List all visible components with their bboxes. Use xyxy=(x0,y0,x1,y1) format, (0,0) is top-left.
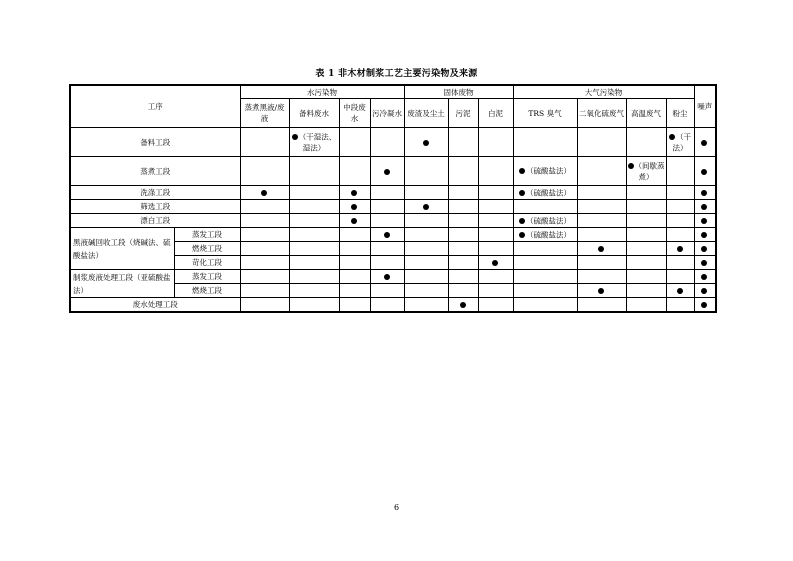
cell xyxy=(339,256,370,270)
cell xyxy=(478,298,513,313)
cell xyxy=(370,270,404,284)
cell xyxy=(577,242,626,256)
col-header: 高温废气 xyxy=(626,99,666,128)
cell xyxy=(448,186,478,200)
bullet-icon xyxy=(701,260,707,266)
cell xyxy=(448,256,478,270)
cell xyxy=(577,200,626,214)
cell xyxy=(240,214,289,228)
cell xyxy=(370,256,404,270)
cell xyxy=(577,256,626,270)
cell xyxy=(448,228,478,242)
bullet-icon xyxy=(519,168,525,174)
cell xyxy=(404,242,448,256)
cell xyxy=(339,157,370,186)
sub-row-label: 苛化工段 xyxy=(174,256,240,270)
cell xyxy=(694,157,716,186)
cell xyxy=(694,186,716,200)
cell xyxy=(513,298,577,313)
cell xyxy=(289,270,339,284)
cell xyxy=(478,214,513,228)
bullet-icon xyxy=(351,190,357,196)
cell xyxy=(448,284,478,298)
cell xyxy=(513,200,577,214)
cell-note: （硫酸盐法） xyxy=(526,230,571,240)
cell xyxy=(694,228,716,242)
cell xyxy=(577,186,626,200)
cell xyxy=(448,200,478,214)
cell xyxy=(289,214,339,228)
col-header: 污泥 xyxy=(448,99,478,128)
group-label: 制浆废液处理工段（亚硫酸盐法） xyxy=(70,270,174,298)
cell xyxy=(577,157,626,186)
cell xyxy=(513,228,577,242)
cell xyxy=(448,157,478,186)
bullet-icon xyxy=(669,134,675,140)
cell xyxy=(339,298,370,313)
bullet-icon xyxy=(519,190,525,196)
cell xyxy=(577,214,626,228)
bullet-icon xyxy=(701,232,707,238)
cell xyxy=(626,284,666,298)
cell xyxy=(370,242,404,256)
cell xyxy=(577,284,626,298)
cell xyxy=(666,214,694,228)
sub-row-label: 蒸发工段 xyxy=(174,270,240,284)
row-label: 备料工段 xyxy=(70,128,240,157)
cell xyxy=(339,228,370,242)
header-noise: 噪声 xyxy=(694,85,716,128)
sub-row-label: 燃烧工段 xyxy=(174,242,240,256)
cell xyxy=(448,128,478,157)
cell xyxy=(577,298,626,313)
table-title: 表 1 非木材制浆工艺主要污染物及来源 xyxy=(315,69,478,79)
cell xyxy=(666,200,694,214)
cell xyxy=(370,298,404,313)
bullet-icon xyxy=(598,246,604,252)
cell xyxy=(513,284,577,298)
col-header: 粉尘 xyxy=(666,99,694,128)
cell xyxy=(513,128,577,157)
col-header: 蒸煮黑液/废液 xyxy=(240,99,289,128)
cell xyxy=(289,256,339,270)
cell xyxy=(666,157,694,186)
cell xyxy=(694,270,716,284)
bullet-icon xyxy=(384,232,390,238)
bullet-icon xyxy=(677,288,683,294)
cell xyxy=(448,214,478,228)
cell xyxy=(404,256,448,270)
cell xyxy=(289,186,339,200)
cell xyxy=(577,128,626,157)
cell xyxy=(666,270,694,284)
cell xyxy=(404,270,448,284)
cell xyxy=(240,242,289,256)
cell xyxy=(404,228,448,242)
cell xyxy=(666,242,694,256)
bullet-icon xyxy=(384,274,390,280)
cell xyxy=(666,228,694,242)
cell xyxy=(513,214,577,228)
col-header: TRS 臭气 xyxy=(513,99,577,128)
cell xyxy=(240,157,289,186)
cell xyxy=(289,157,339,186)
cell xyxy=(289,298,339,313)
cell xyxy=(289,242,339,256)
cell-note: （间歇蒸煮） xyxy=(634,161,665,182)
cell xyxy=(666,284,694,298)
cell xyxy=(404,128,448,157)
group-label: 黑液碱回收工段（烧碱法、硫酸盐法） xyxy=(70,228,174,270)
bullet-icon xyxy=(701,302,707,308)
cell xyxy=(666,256,694,270)
cell xyxy=(339,284,370,298)
col-header: 中段废水 xyxy=(339,99,370,128)
cell xyxy=(513,186,577,200)
cell xyxy=(289,228,339,242)
cell xyxy=(666,186,694,200)
cell xyxy=(370,228,404,242)
cell xyxy=(404,298,448,313)
row-label: 洗涤工段 xyxy=(70,186,240,200)
cell xyxy=(370,157,404,186)
cell xyxy=(240,228,289,242)
cell xyxy=(240,298,289,313)
header-water: 水污染物 xyxy=(240,85,404,99)
cell xyxy=(694,298,716,313)
bullet-icon xyxy=(519,218,525,224)
cell xyxy=(626,157,666,186)
bullet-icon xyxy=(423,204,429,210)
cell xyxy=(240,270,289,284)
cell xyxy=(404,200,448,214)
col-header: 备料废水 xyxy=(289,99,339,128)
cell xyxy=(626,270,666,284)
cell xyxy=(448,242,478,256)
bullet-icon xyxy=(492,260,498,266)
row-label: 筛选工段 xyxy=(70,200,240,214)
cell xyxy=(694,200,716,214)
cell xyxy=(694,256,716,270)
header-process: 工序 xyxy=(70,85,240,128)
col-header: 废渣及尘土 xyxy=(404,99,448,128)
cell xyxy=(240,186,289,200)
cell xyxy=(370,200,404,214)
bullet-icon xyxy=(460,302,466,308)
cell xyxy=(626,186,666,200)
bullet-icon xyxy=(701,169,707,175)
cell xyxy=(626,298,666,313)
cell xyxy=(240,256,289,270)
col-header: 白泥 xyxy=(478,99,513,128)
bullet-icon xyxy=(292,134,298,140)
cell xyxy=(404,157,448,186)
cell xyxy=(289,284,339,298)
row-label: 蒸煮工段 xyxy=(70,157,240,186)
cell xyxy=(513,270,577,284)
cell xyxy=(240,200,289,214)
cell xyxy=(289,200,339,214)
cell xyxy=(404,284,448,298)
bullet-icon xyxy=(701,274,707,280)
cell xyxy=(666,128,694,157)
cell xyxy=(478,270,513,284)
col-header: 二氧化硫废气 xyxy=(577,99,626,128)
cell xyxy=(370,186,404,200)
cell xyxy=(513,256,577,270)
cell-note: （硫酸盐法） xyxy=(526,216,571,226)
bullet-icon xyxy=(701,204,707,210)
cell xyxy=(513,242,577,256)
cell-note: （硫酸盐法） xyxy=(526,188,571,198)
cell xyxy=(289,128,339,157)
cell xyxy=(513,157,577,186)
cell-note: （干法） xyxy=(672,132,691,153)
cell xyxy=(478,200,513,214)
bullet-icon xyxy=(701,140,707,146)
cell xyxy=(339,242,370,256)
cell xyxy=(478,256,513,270)
bullet-icon xyxy=(701,288,707,294)
bullet-icon xyxy=(261,190,267,196)
pollutant-table xyxy=(69,84,717,313)
row-label: 漂白工段 xyxy=(70,214,240,228)
cell xyxy=(404,186,448,200)
bullet-icon xyxy=(519,232,525,238)
cell xyxy=(448,270,478,284)
cell xyxy=(478,186,513,200)
cell xyxy=(694,128,716,157)
cell xyxy=(694,242,716,256)
cell xyxy=(694,284,716,298)
cell xyxy=(404,214,448,228)
cell xyxy=(370,128,404,157)
col-header: 污冷凝水 xyxy=(370,99,404,128)
page-number: 6 xyxy=(393,503,400,512)
cell xyxy=(478,284,513,298)
bullet-icon xyxy=(628,163,634,169)
cell xyxy=(370,284,404,298)
cell xyxy=(339,214,370,228)
cell xyxy=(478,157,513,186)
cell xyxy=(478,242,513,256)
cell xyxy=(339,200,370,214)
cell xyxy=(626,242,666,256)
sub-row-label: 蒸发工段 xyxy=(174,228,240,242)
cell xyxy=(626,200,666,214)
cell xyxy=(626,128,666,157)
cell xyxy=(666,298,694,313)
cell xyxy=(339,186,370,200)
header-solid: 固体废物 xyxy=(404,85,513,99)
cell xyxy=(240,284,289,298)
cell xyxy=(478,128,513,157)
bullet-icon xyxy=(351,218,357,224)
cell xyxy=(478,228,513,242)
bullet-icon xyxy=(677,246,683,252)
cell xyxy=(694,214,716,228)
row-label: 废水处理工段 xyxy=(70,298,240,313)
bullet-icon xyxy=(701,190,707,196)
header-air: 大气污染物 xyxy=(513,85,694,99)
bullet-icon xyxy=(701,218,707,224)
bullet-icon xyxy=(701,246,707,252)
sub-row-label: 燃烧工段 xyxy=(174,284,240,298)
bullet-icon xyxy=(351,204,357,210)
cell xyxy=(339,270,370,284)
bullet-icon xyxy=(598,288,604,294)
cell xyxy=(577,270,626,284)
cell xyxy=(339,128,370,157)
bullet-icon xyxy=(423,140,429,146)
cell-note: （硫酸盐法） xyxy=(526,166,571,176)
cell xyxy=(240,128,289,157)
bullet-icon xyxy=(384,169,390,175)
cell xyxy=(370,214,404,228)
cell-note: （干湿法、湿法） xyxy=(298,132,337,153)
cell xyxy=(448,298,478,313)
cell xyxy=(626,256,666,270)
cell xyxy=(626,228,666,242)
cell xyxy=(626,214,666,228)
cell xyxy=(577,228,626,242)
